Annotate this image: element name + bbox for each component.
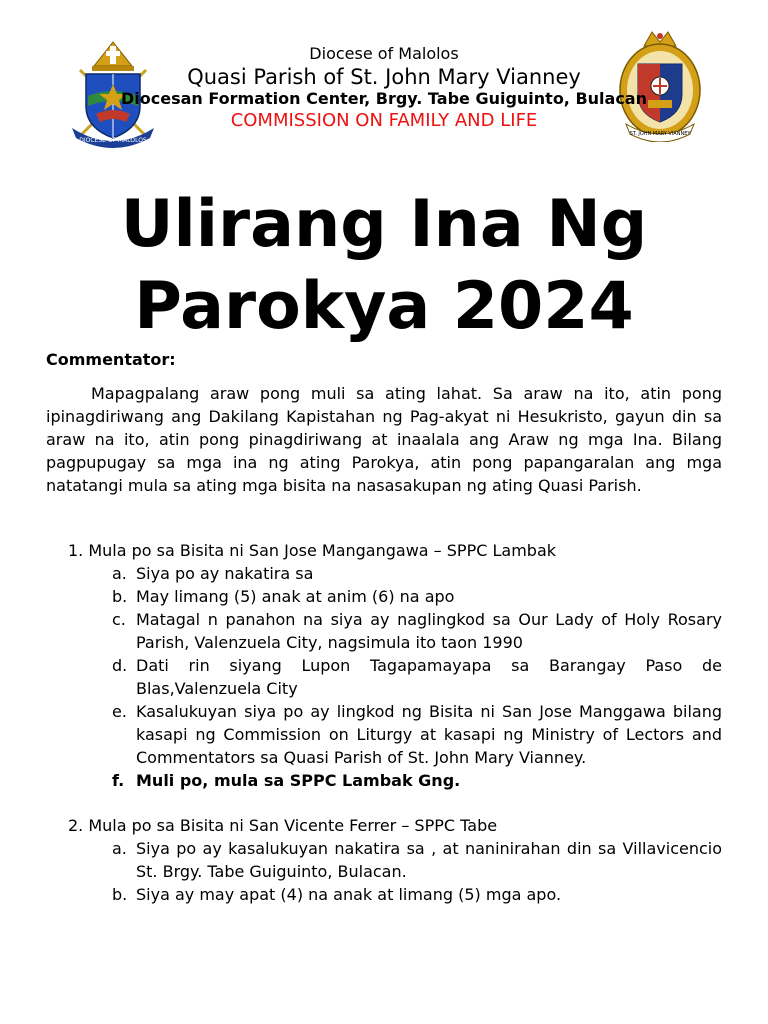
item-marker: a. bbox=[112, 564, 127, 583]
item-marker: b. bbox=[112, 885, 128, 904]
commission-name: COMMISSION ON FAMILY AND LIFE bbox=[230, 110, 538, 131]
list-item bbox=[112, 654, 722, 700]
list-item bbox=[112, 562, 722, 585]
parish-address: Diocesan Formation Center, Brgy. Tabe Guiguinto, Bulacan bbox=[121, 89, 647, 108]
list-item bbox=[112, 837, 722, 883]
svg-text:ST. JOHN MARY VIANNEY: ST. JOHN MARY VIANNEY bbox=[629, 131, 691, 137]
list-item bbox=[112, 883, 722, 906]
title-line-1: Ulirang Ina Ng bbox=[120, 187, 648, 262]
item-marker: d. bbox=[112, 656, 128, 675]
item-marker: e. bbox=[112, 702, 127, 721]
group-heading: 1. Mula po sa Bisita ni San Jose Mangangawa – SPPC Lambak bbox=[68, 541, 557, 560]
title-line-2: Parokya 2024 bbox=[134, 269, 634, 344]
list-item bbox=[112, 585, 722, 608]
group-items bbox=[46, 562, 722, 792]
item-text: Matagal n panahon na siya ay naglingkod sa Our Lady of Holy Rosary Parish, Valenzuela City, nagsimula ito taon 1990 bbox=[136, 610, 722, 652]
letterhead bbox=[0, 44, 768, 132]
list-item bbox=[112, 700, 722, 769]
group-heading: 2. Mula po sa Bisita ni San Vicente Ferrer – SPPC Tabe bbox=[68, 816, 498, 835]
list-item bbox=[112, 608, 722, 654]
item-text: May limang (5) anak at anim (6) na apo bbox=[136, 587, 455, 606]
item-marker: c. bbox=[112, 610, 126, 629]
document-body bbox=[46, 348, 722, 906]
diocese-name: Diocese of Malolos bbox=[309, 44, 459, 63]
honoree-group-2 bbox=[46, 814, 722, 906]
item-text: Siya po ay nakatira sa bbox=[136, 564, 314, 583]
item-marker: b. bbox=[112, 587, 128, 606]
item-text: Muli po, mula sa SPPC Lambak Gng. bbox=[136, 771, 461, 790]
page-title bbox=[0, 184, 768, 348]
svg-text:DIOCESE OF MALOLOS: DIOCESE OF MALOLOS bbox=[79, 137, 147, 144]
honoree-group-1 bbox=[46, 539, 722, 792]
item-text: Siya ay may apat (4) na anak at limang (5) mga apo. bbox=[136, 885, 562, 904]
list-item bbox=[112, 769, 722, 792]
item-text: Kasalukuyan siya po ay lingkod ng Bisita ni San Jose Manggawa bilang kasapi ng Commission on Liturgy at kasapi ng Ministry of Lectors and Commentators sa Quasi Parish of St. John Mary Vianney. bbox=[136, 702, 722, 767]
item-marker: a. bbox=[112, 839, 127, 858]
intro-paragraph: Mapagpalang araw pong muli sa ating lahat. Sa araw na ito, atin pong ipinagdiriwang ang Dakilang Kapistahan ng Pag-akyat ni Hesukristo, gayun din sa araw na ito, atin pong pinagdiriwang at inaalala ang Araw ng mga Ina. Bilang pagpupugay sa mga ina ng ating Parokya, atin pong papangaralan ang mga natatangi mula sa ating mga bisita na nasasakupan ng ating Quasi Parish. bbox=[46, 384, 722, 495]
commentator-label: Commentator: bbox=[46, 350, 176, 369]
item-text: Dati rin siyang Lupon Tagapamayapa sa Barangay Paso de Blas,Valenzuela City bbox=[136, 656, 722, 698]
item-text: Siya po ay kasalukuyan nakatira sa , at naninirahan din sa Villavicencio St. Brgy. Tabe Guiguinto, Bulacan. bbox=[136, 839, 722, 881]
parish-name: Quasi Parish of St. John Mary Vianney bbox=[187, 65, 581, 89]
item-marker: f. bbox=[112, 771, 125, 790]
group-items bbox=[46, 837, 722, 906]
